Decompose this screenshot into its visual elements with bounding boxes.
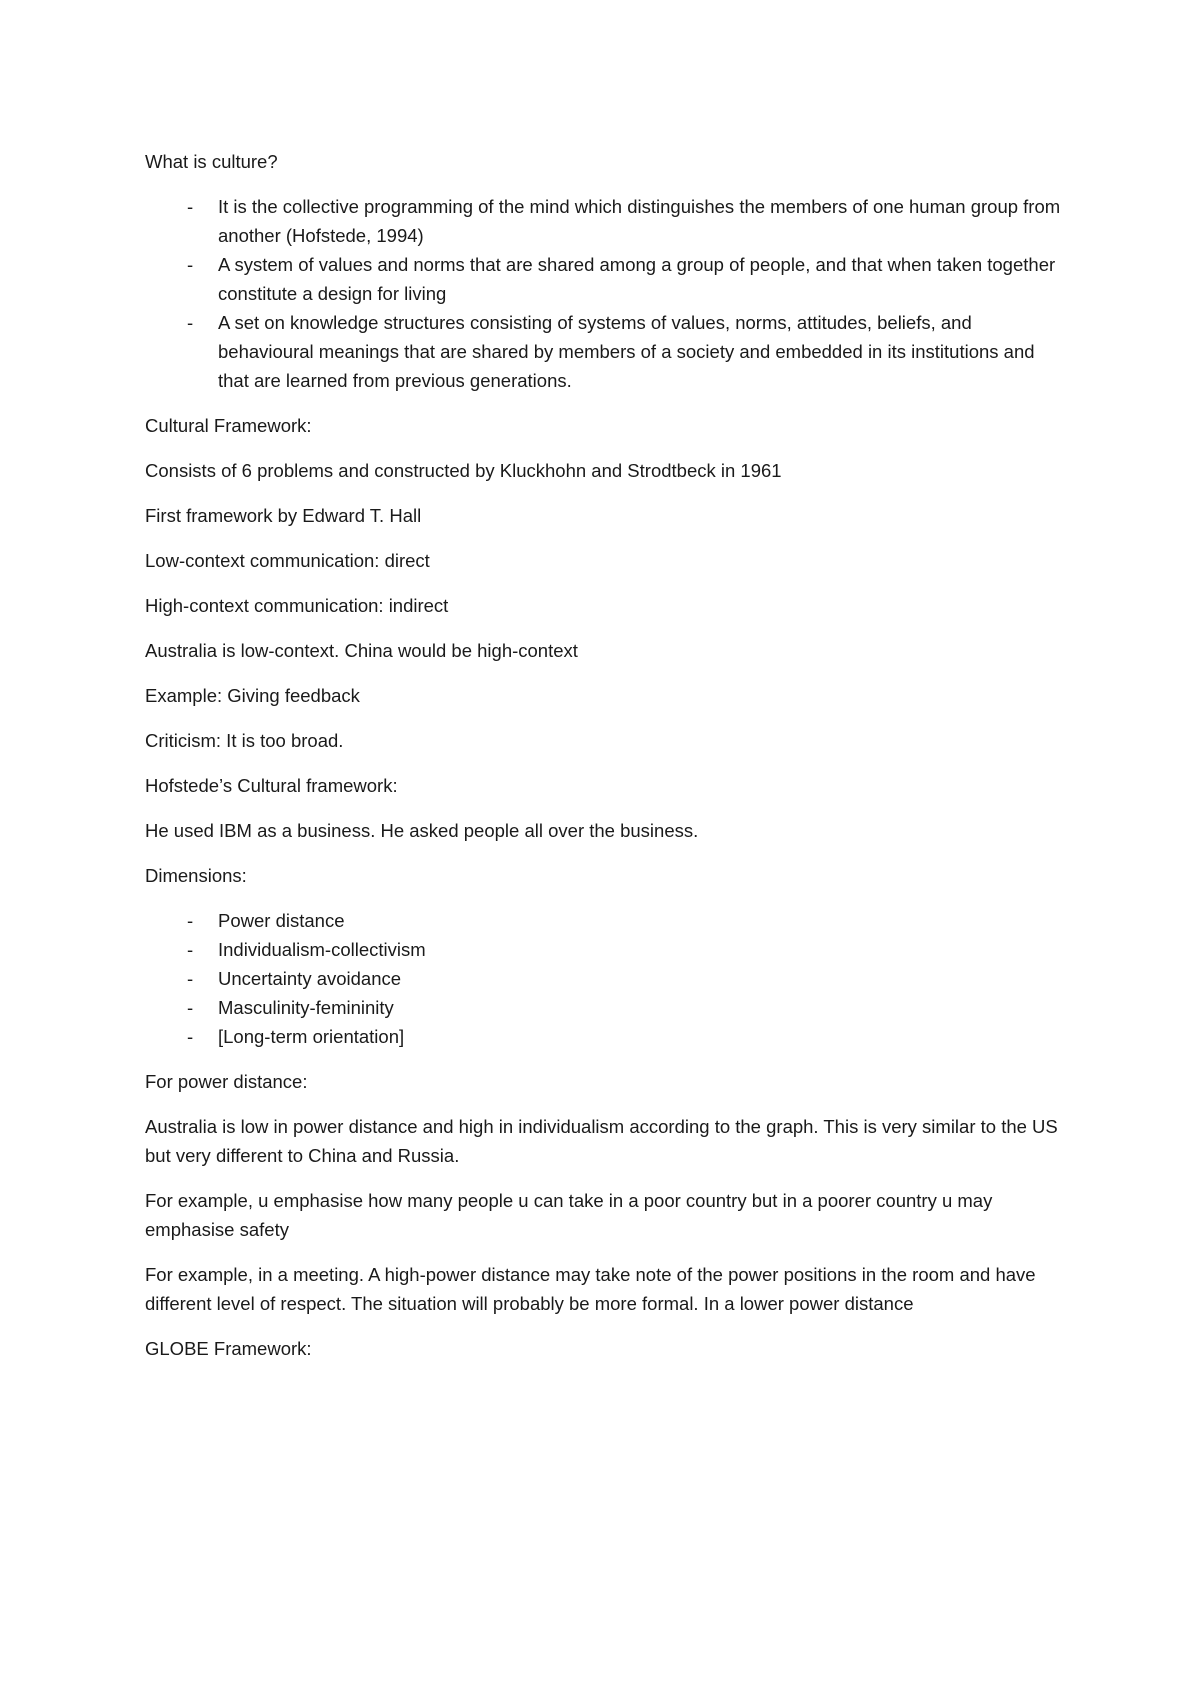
- paragraph-ibm: He used IBM as a business. He asked people all over the business.: [145, 820, 699, 841]
- dimension-text: [Long-term orientation]: [218, 1026, 405, 1047]
- definition-text: It is the collective programming of the mind which distinguishes the members of one human group from another (Hofstede, 1994): [218, 196, 1061, 246]
- heading-for-power-distance: For power distance:: [145, 1071, 308, 1092]
- dimension-text: Power distance: [218, 910, 345, 931]
- dimensions-list: [145, 906, 1065, 1051]
- paragraph-consists: Consists of 6 problems and constructed by Kluckhohn and Strodtbeck in 1961: [145, 460, 782, 481]
- paragraph-low-context: Low-context communication: direct: [145, 550, 430, 571]
- document-body: [145, 147, 1065, 1379]
- paragraph-criticism: Criticism: It is too broad.: [145, 730, 344, 751]
- bullet-dash: -: [187, 939, 194, 960]
- dimension-text: Uncertainty avoidance: [218, 968, 402, 989]
- paragraph-first-framework: First framework by Edward T. Hall: [145, 505, 422, 526]
- bullet-dash: -: [187, 312, 194, 333]
- heading-what-is-culture: What is culture?: [145, 151, 278, 172]
- definition-item: [145, 192, 1065, 250]
- dimension-item: [145, 935, 1065, 964]
- bullet-dash: -: [187, 1026, 194, 1047]
- dimension-item: [145, 906, 1065, 935]
- definition-item: [145, 308, 1065, 395]
- paragraph-australia-power-distance: Australia is low in power distance and high in individualism according to the graph. This is very similar to the US but very different to China and Russia.: [145, 1116, 1058, 1166]
- heading-cultural-framework: Cultural Framework:: [145, 415, 312, 436]
- bullet-dash: -: [187, 997, 194, 1018]
- definitions-list: [145, 192, 1065, 395]
- dimension-item: [145, 993, 1065, 1022]
- paragraph-australia-low-context: Australia is low-context. China would be high-context: [145, 640, 578, 661]
- dimension-text: Individualism-collectivism: [218, 939, 426, 960]
- paragraph-example-meeting: For example, in a meeting. A high-power distance may take note of the power positions in the room and have different level of respect. The situation will probably be more formal. In a lower power distance: [145, 1264, 1036, 1314]
- bullet-dash: -: [187, 968, 194, 989]
- dimension-text: Masculinity-femininity: [218, 997, 394, 1018]
- definition-item: [145, 250, 1065, 308]
- bullet-dash: -: [187, 196, 194, 217]
- heading-globe-framework: GLOBE Framework:: [145, 1338, 312, 1359]
- heading-dimensions: Dimensions:: [145, 865, 247, 886]
- dimension-item: [145, 1022, 1065, 1051]
- definition-text: A set on knowledge structures consisting of systems of values, norms, attitudes, beliefs, and behavioural meanings that are shared by members of a society and embedded in its institutions and that are learned from previous generations.: [218, 312, 1035, 391]
- bullet-dash: -: [187, 254, 194, 275]
- paragraph-high-context: High-context communication: indirect: [145, 595, 449, 616]
- dimension-item: [145, 964, 1065, 993]
- paragraph-example-feedback: Example: Giving feedback: [145, 685, 360, 706]
- bullet-dash: -: [187, 910, 194, 931]
- paragraph-example-poor-country: For example, u emphasise how many people u can take in a poor country but in a poorer country u may emphasise safety: [145, 1190, 993, 1240]
- definition-text: A system of values and norms that are shared among a group of people, and that when taken together constitute a design for living: [218, 254, 1056, 304]
- heading-hofstede-framework: Hofstede’s Cultural framework:: [145, 775, 398, 796]
